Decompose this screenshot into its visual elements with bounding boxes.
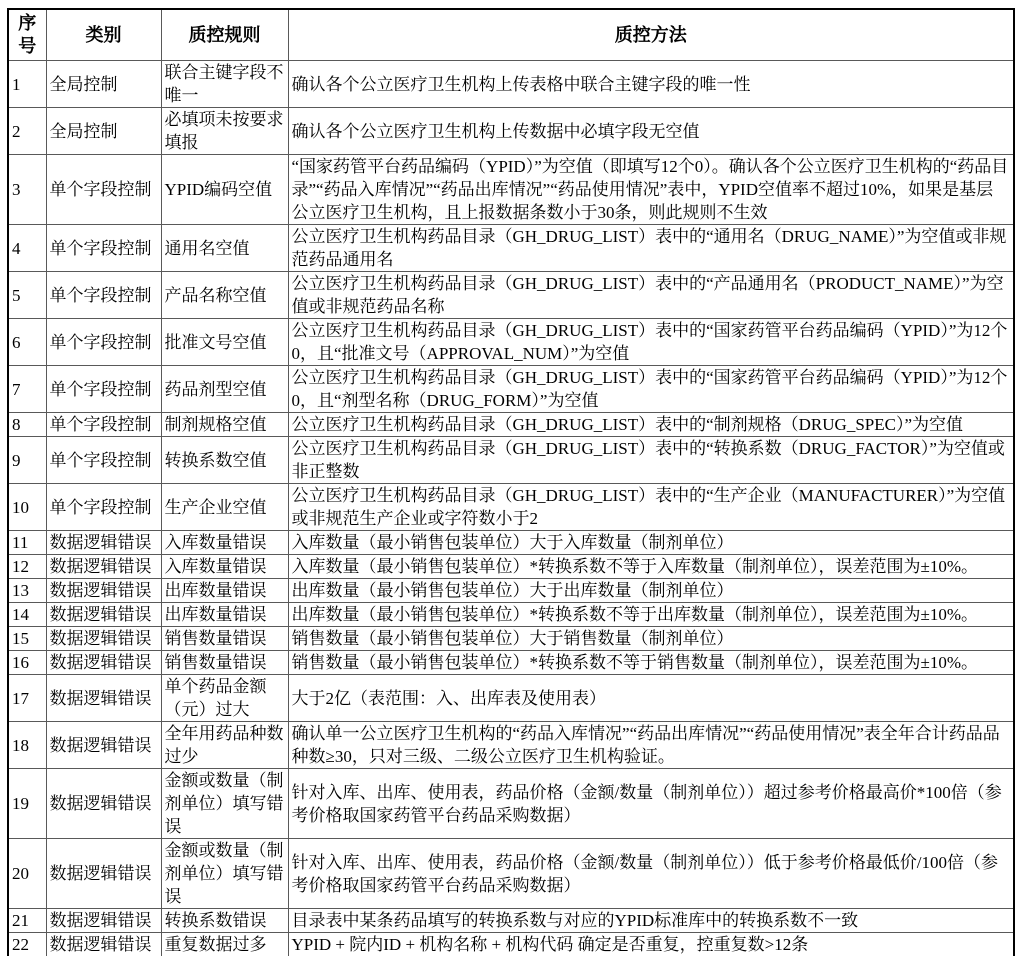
table-row bbox=[8, 484, 1014, 531]
header-no: 序号 bbox=[8, 9, 46, 61]
cell-no: 2 bbox=[8, 108, 46, 155]
cell-category: 单个字段控制 bbox=[46, 437, 161, 484]
cell-rule: 金额或数量（制剂单位）填写错误 bbox=[161, 839, 288, 909]
cell-rule: 单个药品金额（元）过大 bbox=[161, 675, 288, 722]
cell-no: 22 bbox=[8, 933, 46, 956]
cell-method: 确认各个公立医疗卫生机构上传数据中必填字段无空值 bbox=[288, 108, 1014, 155]
cell-rule: 出库数量错误 bbox=[161, 579, 288, 603]
cell-no: 15 bbox=[8, 627, 46, 651]
table-row bbox=[8, 319, 1014, 366]
table-row bbox=[8, 61, 1014, 108]
cell-method: 入库数量（最小销售包装单位）*转换系数不等于入库数量（制剂单位），误差范围为±10%。 bbox=[288, 555, 1014, 579]
cell-no: 14 bbox=[8, 603, 46, 627]
cell-no: 3 bbox=[8, 155, 46, 225]
table-row bbox=[8, 531, 1014, 555]
cell-category: 数据逻辑错误 bbox=[46, 651, 161, 675]
table-row bbox=[8, 108, 1014, 155]
cell-method: YPID + 院内ID + 机构名称 + 机构代码 确定是否重复，控重复数>12条 bbox=[288, 933, 1014, 956]
cell-no: 16 bbox=[8, 651, 46, 675]
cell-rule: 入库数量错误 bbox=[161, 531, 288, 555]
cell-category: 全局控制 bbox=[46, 61, 161, 108]
table-row bbox=[8, 909, 1014, 933]
cell-no: 1 bbox=[8, 61, 46, 108]
qc-rules-table bbox=[7, 8, 1015, 956]
cell-rule: 批准文号空值 bbox=[161, 319, 288, 366]
cell-no: 5 bbox=[8, 272, 46, 319]
cell-rule: 必填项未按要求填报 bbox=[161, 108, 288, 155]
cell-rule: 药品剂型空值 bbox=[161, 366, 288, 413]
cell-category: 单个字段控制 bbox=[46, 484, 161, 531]
header-category: 类别 bbox=[46, 9, 161, 61]
cell-method: “国家药管平台药品编码（YPID）”为空值（即填写12个0）。确认各个公立医疗卫生机构的“药品目录”“药品入库情况”“药品出库情况”“药品使用情况”表中，YPID空值率不超过10%，如果是基层公立医疗卫生机构，且上报数据条数小于30条，则此规则不生效 bbox=[288, 155, 1014, 225]
cell-rule: 全年用药品种数过少 bbox=[161, 722, 288, 769]
cell-category: 数据逻辑错误 bbox=[46, 769, 161, 839]
cell-method: 大于2亿（表范围：入、出库表及使用表） bbox=[288, 675, 1014, 722]
cell-no: 18 bbox=[8, 722, 46, 769]
cell-category: 数据逻辑错误 bbox=[46, 579, 161, 603]
cell-rule: 产品名称空值 bbox=[161, 272, 288, 319]
cell-method: 公立医疗卫生机构药品目录（GH_DRUG_LIST）表中的“通用名（DRUG_NAME）”为空值或非规范药品通用名 bbox=[288, 225, 1014, 272]
table-row bbox=[8, 933, 1014, 956]
cell-method: 目录表中某条药品填写的转换系数与对应的YPID标准库中的转换系数不一致 bbox=[288, 909, 1014, 933]
cell-category: 数据逻辑错误 bbox=[46, 909, 161, 933]
table-body bbox=[8, 61, 1014, 956]
table-row bbox=[8, 437, 1014, 484]
cell-category: 单个字段控制 bbox=[46, 413, 161, 437]
cell-no: 6 bbox=[8, 319, 46, 366]
cell-category: 数据逻辑错误 bbox=[46, 839, 161, 909]
cell-method: 针对入库、出库、使用表，药品价格（金额/数量（制剂单位））超过参考价格最高价*100倍（参考价格取国家药管平台药品采购数据） bbox=[288, 769, 1014, 839]
cell-rule: 转换系数空值 bbox=[161, 437, 288, 484]
cell-no: 9 bbox=[8, 437, 46, 484]
cell-method: 公立医疗卫生机构药品目录（GH_DRUG_LIST）表中的“生产企业（MANUFACTURER）”为空值或非规范生产企业或字符数小于2 bbox=[288, 484, 1014, 531]
cell-method: 出库数量（最小销售包装单位）大于出库数量（制剂单位） bbox=[288, 579, 1014, 603]
cell-method: 针对入库、出库、使用表，药品价格（金额/数量（制剂单位））低于参考价格最低价/100倍（参考价格取国家药管平台药品采购数据） bbox=[288, 839, 1014, 909]
cell-rule: 金额或数量（制剂单位）填写错误 bbox=[161, 769, 288, 839]
cell-category: 单个字段控制 bbox=[46, 272, 161, 319]
cell-rule: 通用名空值 bbox=[161, 225, 288, 272]
cell-method: 销售数量（最小销售包装单位）大于销售数量（制剂单位） bbox=[288, 627, 1014, 651]
cell-category: 数据逻辑错误 bbox=[46, 675, 161, 722]
table-row bbox=[8, 155, 1014, 225]
cell-no: 12 bbox=[8, 555, 46, 579]
header-row bbox=[8, 9, 1014, 61]
cell-rule: 出库数量错误 bbox=[161, 603, 288, 627]
table-row bbox=[8, 272, 1014, 319]
table-row bbox=[8, 555, 1014, 579]
cell-category: 数据逻辑错误 bbox=[46, 603, 161, 627]
cell-rule: 入库数量错误 bbox=[161, 555, 288, 579]
table-row bbox=[8, 579, 1014, 603]
cell-rule: 制剂规格空值 bbox=[161, 413, 288, 437]
cell-method: 出库数量（最小销售包装单位）*转换系数不等于出库数量（制剂单位），误差范围为±10%。 bbox=[288, 603, 1014, 627]
cell-no: 13 bbox=[8, 579, 46, 603]
table-row bbox=[8, 675, 1014, 722]
cell-category: 数据逻辑错误 bbox=[46, 531, 161, 555]
table-row bbox=[8, 839, 1014, 909]
cell-no: 19 bbox=[8, 769, 46, 839]
cell-method: 入库数量（最小销售包装单位）大于入库数量（制剂单位） bbox=[288, 531, 1014, 555]
cell-rule: 销售数量错误 bbox=[161, 627, 288, 651]
cell-category: 数据逻辑错误 bbox=[46, 627, 161, 651]
cell-rule: 生产企业空值 bbox=[161, 484, 288, 531]
cell-method: 公立医疗卫生机构药品目录（GH_DRUG_LIST）表中的“转换系数（DRUG_FACTOR）”为空值或非正整数 bbox=[288, 437, 1014, 484]
cell-category: 单个字段控制 bbox=[46, 155, 161, 225]
table-row bbox=[8, 225, 1014, 272]
cell-no: 17 bbox=[8, 675, 46, 722]
cell-category: 数据逻辑错误 bbox=[46, 722, 161, 769]
table-row bbox=[8, 651, 1014, 675]
cell-no: 20 bbox=[8, 839, 46, 909]
cell-category: 单个字段控制 bbox=[46, 319, 161, 366]
cell-method: 公立医疗卫生机构药品目录（GH_DRUG_LIST）表中的“产品通用名（PRODUCT_NAME）”为空值或非规范药品名称 bbox=[288, 272, 1014, 319]
cell-no: 7 bbox=[8, 366, 46, 413]
cell-category: 数据逻辑错误 bbox=[46, 555, 161, 579]
cell-no: 4 bbox=[8, 225, 46, 272]
table-row bbox=[8, 603, 1014, 627]
cell-method: 确认各个公立医疗卫生机构上传表格中联合主键字段的唯一性 bbox=[288, 61, 1014, 108]
table-row bbox=[8, 769, 1014, 839]
cell-method: 确认单一公立医疗卫生机构的“药品入库情况”“药品出库情况”“药品使用情况”表全年合计药品品种数≥30，只对三级、二级公立医疗卫生机构验证。 bbox=[288, 722, 1014, 769]
cell-no: 21 bbox=[8, 909, 46, 933]
table-row bbox=[8, 722, 1014, 769]
cell-category: 单个字段控制 bbox=[46, 366, 161, 413]
cell-category: 单个字段控制 bbox=[46, 225, 161, 272]
cell-method: 公立医疗卫生机构药品目录（GH_DRUG_LIST）表中的“国家药管平台药品编码（YPID）”为12个0，且“批准文号（APPROVAL_NUM）”为空值 bbox=[288, 319, 1014, 366]
cell-category: 全局控制 bbox=[46, 108, 161, 155]
cell-no: 11 bbox=[8, 531, 46, 555]
cell-method: 公立医疗卫生机构药品目录（GH_DRUG_LIST）表中的“国家药管平台药品编码（YPID）”为12个0，且“剂型名称（DRUG_FORM）”为空值 bbox=[288, 366, 1014, 413]
cell-rule: YPID编码空值 bbox=[161, 155, 288, 225]
cell-rule: 重复数据过多 bbox=[161, 933, 288, 956]
header-rule: 质控规则 bbox=[161, 9, 288, 61]
cell-rule: 联合主键字段不唯一 bbox=[161, 61, 288, 108]
cell-method: 公立医疗卫生机构药品目录（GH_DRUG_LIST）表中的“制剂规格（DRUG_SPEC）”为空值 bbox=[288, 413, 1014, 437]
cell-method: 销售数量（最小销售包装单位）*转换系数不等于销售数量（制剂单位），误差范围为±10%。 bbox=[288, 651, 1014, 675]
cell-rule: 销售数量错误 bbox=[161, 651, 288, 675]
table-row bbox=[8, 413, 1014, 437]
cell-category: 数据逻辑错误 bbox=[46, 933, 161, 956]
cell-no: 8 bbox=[8, 413, 46, 437]
header-method: 质控方法 bbox=[288, 9, 1014, 61]
cell-rule: 转换系数错误 bbox=[161, 909, 288, 933]
cell-no: 10 bbox=[8, 484, 46, 531]
table-row bbox=[8, 366, 1014, 413]
table-row bbox=[8, 627, 1014, 651]
